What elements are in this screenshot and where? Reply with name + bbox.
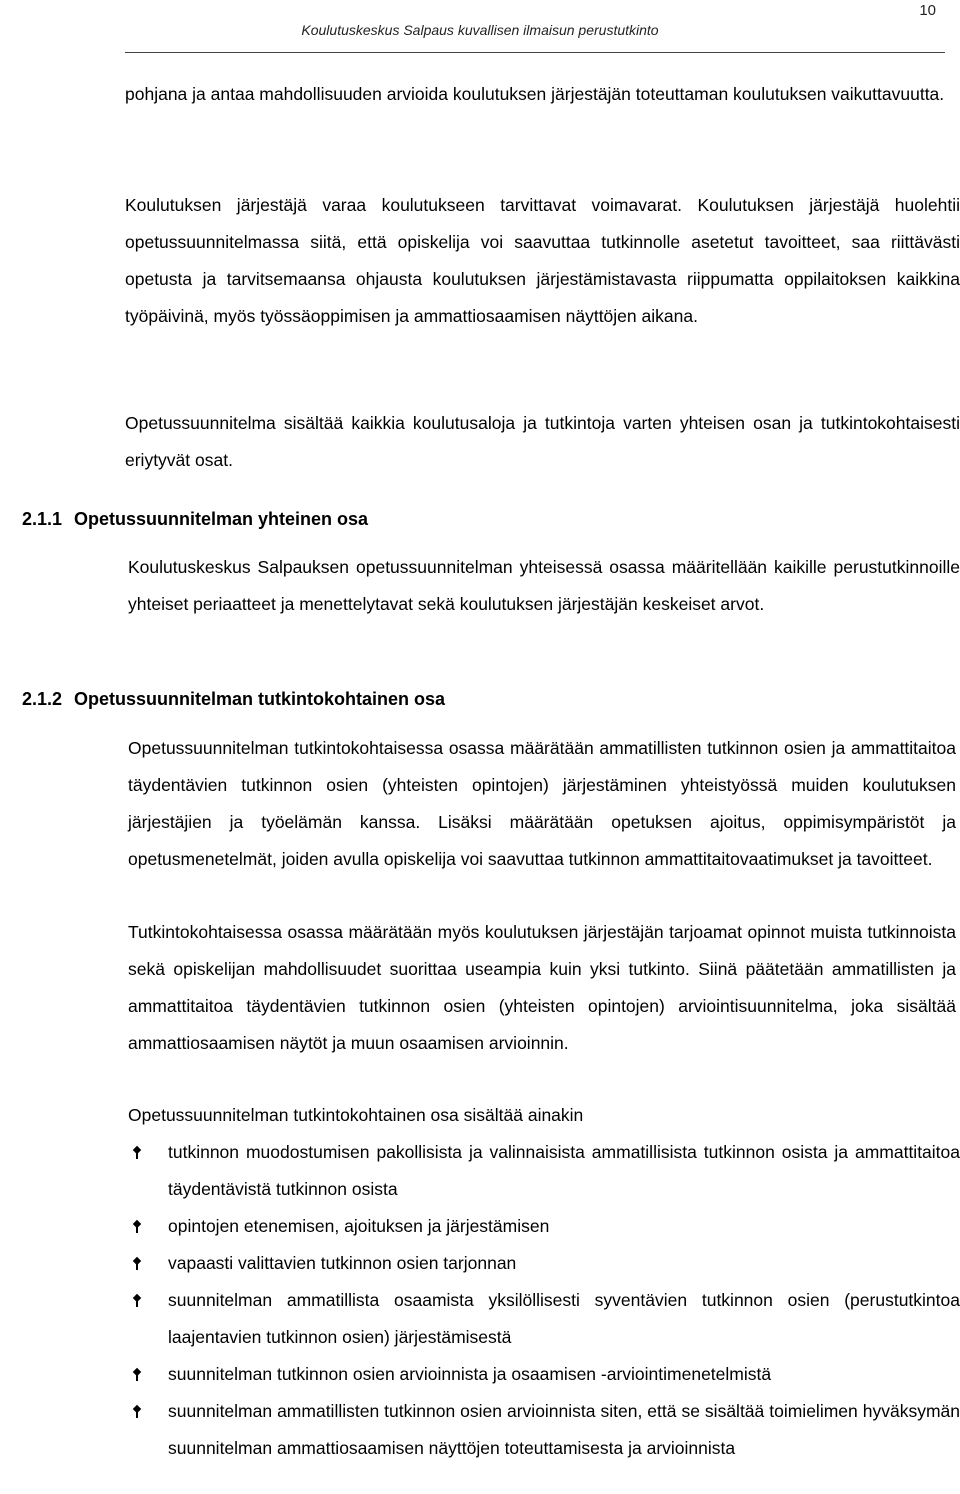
list-item [128, 1356, 960, 1393]
bullet-icon [134, 1406, 140, 1418]
bullet-icon [134, 1221, 140, 1233]
bullet-icon [134, 1258, 140, 1270]
list-item [128, 1208, 960, 1245]
list-intro: Opetussuunnitelman tutkintokohtainen osa sisältää ainakin [128, 1105, 584, 1125]
section-heading-common-part [22, 509, 368, 530]
paragraph-common-part: Koulutuskeskus Salpauksen opetussuunnitelman yhteisessä osassa määritellään kaikille perustutkinnoille yhteiset periaatteet ja menettelytavat sekä koulutuksen järjestäjän keskeiset arvot. [128, 557, 960, 614]
list-item [128, 1282, 960, 1356]
list-item-text: tutkinnon muodostumisen pakollisista ja valinnaisista ammatillisista tutkinnon osista ja ammattitaitoa täydentävistä tutkinnon osista [168, 1142, 960, 1199]
page-number: 10 [919, 2, 936, 19]
paragraph-curriculum-parts: Opetussuunnitelma sisältää kaikkia koulutusaloja ja tutkintoja varten yhteisen osan ja tutkintokohtaisesti eriytyvät osat. [125, 413, 960, 470]
paragraph-continuation: pohjana ja antaa mahdollisuuden arvioida koulutuksen järjestäjän toteuttaman koulutuksen vaikuttavuutta. [125, 84, 945, 104]
requirements-list [128, 1134, 960, 1467]
section-number: 2.1.2 [22, 689, 63, 709]
paragraph-degree-specific-2: Tutkintokohtaisessa osassa määrätään myös koulutuksen järjestäjän tarjoamat opinnot muista tutkinnoista sekä opiskelijan mahdollisuudet suorittaa useampia kuin yksi tutkinto. Siinä päätetään ammatillisten ja ammattitaitoa täydentävien tutkinnon osien (yhteisten opintojen) arviointisuunnitelma, joka sisältää ammattiosaamisen näytöt ja muun osaamisen arvioinnin. [128, 922, 956, 1053]
paragraph-degree-specific-1: Opetussuunnitelman tutkintokohtaisessa osassa määrätään ammatillisten tutkinnon osien ja ammattitaitoa täydentävien tutkinnon osien (yhteisten opintojen) järjestäminen yhteistyössä muiden koulutuksen järjestäjien ja työelämän kanssa. Lisäksi määrätään opetuksen ajoitus, oppimisympäristöt ja opetusmenetelmät, joiden avulla opiskelija voi saavuttaa tutkinnon ammattitaitovaatimukset ja tavoitteet. [128, 738, 956, 869]
section-title: Opetussuunnitelman tutkintokohtainen osa [74, 689, 446, 709]
header-divider [125, 52, 945, 53]
bullet-icon [134, 1369, 140, 1381]
running-header: Koulutuskeskus Salpaus kuvallisen ilmaisun perustutkinto [301, 22, 659, 38]
list-item [128, 1393, 960, 1467]
section-title: Opetussuunnitelman yhteinen osa [74, 509, 369, 529]
list-item [128, 1245, 960, 1282]
section-heading-degree-specific-part [22, 689, 445, 710]
list-item-text: opintojen etenemisen, ajoituksen ja järjestämisen [168, 1216, 550, 1236]
list-item [128, 1134, 960, 1208]
paragraph-resources: Koulutuksen järjestäjä varaa koulutukseen tarvittavat voimavarat. Koulutuksen järjestäjä huolehtii opetussuunnitelmassa siitä, että opiskelija voi saavuttaa tutkinnolle asetetut tavoitteet, saa riittävästi opetusta ja tarvitsemaansa ohjausta koulutuksen järjestämistavasta riippumatta oppilaitoksen kaikkina työpäivinä, myös työssäoppimisen ja ammattiosaamisen näyttöjen aikana. [125, 195, 960, 326]
bullet-icon [134, 1295, 140, 1307]
list-item-text: suunnitelman tutkinnon osien arvioinnista ja osaamisen -arviointimenetelmistä [168, 1364, 772, 1384]
list-item-text: suunnitelman ammatillisten tutkinnon osien arvioinnista siten, että se sisältää toimielimen hyväksymän suunnitelman ammattiosaamisen näyttöjen toteuttamisesta ja arvioinnista [168, 1401, 960, 1458]
bullet-icon [134, 1147, 140, 1159]
list-item-text: suunnitelman ammatillista osaamista yksilöllisesti syventävien tutkinnon osien (perustutkintoa laajentavien tutkinnon osien) järjestämisestä [168, 1290, 960, 1347]
list-item-text: vapaasti valittavien tutkinnon osien tarjonnan [168, 1253, 517, 1273]
section-number: 2.1.1 [22, 509, 63, 529]
